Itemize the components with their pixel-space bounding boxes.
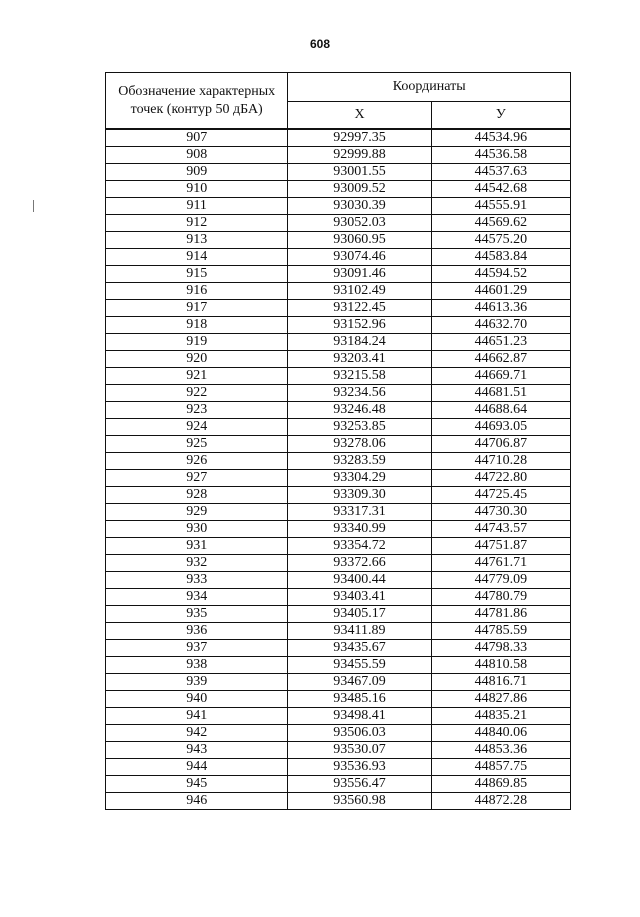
- table-row: [106, 419, 571, 436]
- point-id-cell: 908: [106, 147, 288, 164]
- point-id-cell: 939: [106, 674, 288, 691]
- point-id-cell: 940: [106, 691, 288, 708]
- table-row: [106, 198, 571, 215]
- table-row: [106, 640, 571, 657]
- table-row: [106, 215, 571, 232]
- point-id-cell: 931: [106, 538, 288, 555]
- y-coordinate-cell: 44542.68: [431, 181, 570, 198]
- y-coordinate-cell: 44761.71: [431, 555, 570, 572]
- table-row: [106, 674, 571, 691]
- x-coordinate-cell: 93536.93: [288, 759, 431, 776]
- point-id-cell: 921: [106, 368, 288, 385]
- x-coordinate-cell: 93030.39: [288, 198, 431, 215]
- table-row: [106, 147, 571, 164]
- y-coordinate-cell: 44613.36: [431, 300, 570, 317]
- table-row: [106, 317, 571, 334]
- y-coordinate-cell: 44835.21: [431, 708, 570, 725]
- table-row: [106, 129, 571, 147]
- table-row: [106, 521, 571, 538]
- coordinates-header: Координаты: [288, 73, 571, 102]
- y-coordinate-cell: 44869.85: [431, 776, 570, 793]
- y-coordinate-cell: 44840.06: [431, 725, 570, 742]
- y-coordinate-cell: 44798.33: [431, 640, 570, 657]
- point-id-cell: 927: [106, 470, 288, 487]
- table-row: [106, 334, 571, 351]
- point-id-cell: 925: [106, 436, 288, 453]
- point-id-cell: 941: [106, 708, 288, 725]
- x-coordinate-cell: 93203.41: [288, 351, 431, 368]
- table-row: [106, 759, 571, 776]
- table-row: [106, 232, 571, 249]
- table-row: [106, 691, 571, 708]
- table-row: [106, 742, 571, 759]
- x-coordinate-cell: 93354.72: [288, 538, 431, 555]
- point-id-cell: 920: [106, 351, 288, 368]
- x-coordinate-cell: 93455.59: [288, 657, 431, 674]
- table-body: [106, 129, 571, 810]
- y-coordinate-cell: 44536.58: [431, 147, 570, 164]
- y-coordinate-cell: 44779.09: [431, 572, 570, 589]
- x-coordinate-cell: 93152.96: [288, 317, 431, 334]
- table-row: [106, 657, 571, 674]
- point-id-cell: 930: [106, 521, 288, 538]
- point-id-cell: 913: [106, 232, 288, 249]
- point-designation-header: Обозначение характерных точек (контур 50 дБА): [106, 73, 288, 130]
- y-coordinate-cell: 44669.71: [431, 368, 570, 385]
- point-id-cell: 943: [106, 742, 288, 759]
- point-id-cell: 933: [106, 572, 288, 589]
- y-coordinate-cell: 44569.62: [431, 215, 570, 232]
- table-row: [106, 572, 571, 589]
- table-row: [106, 453, 571, 470]
- y-coordinate-cell: 44710.28: [431, 453, 570, 470]
- point-id-cell: 916: [106, 283, 288, 300]
- x-coordinate-cell: 93060.95: [288, 232, 431, 249]
- table-row: [106, 487, 571, 504]
- x-coordinate-cell: 92999.88: [288, 147, 431, 164]
- point-id-cell: 932: [106, 555, 288, 572]
- y-coordinate-cell: 44651.23: [431, 334, 570, 351]
- x-coordinate-cell: 93530.07: [288, 742, 431, 759]
- point-id-cell: 917: [106, 300, 288, 317]
- point-id-cell: 942: [106, 725, 288, 742]
- y-column-header: У: [431, 102, 570, 130]
- y-coordinate-cell: 44706.87: [431, 436, 570, 453]
- coordinates-table: [105, 72, 571, 810]
- y-coordinate-cell: 44601.29: [431, 283, 570, 300]
- point-id-cell: 918: [106, 317, 288, 334]
- y-coordinate-cell: 44810.58: [431, 657, 570, 674]
- table-row: [106, 589, 571, 606]
- x-coordinate-cell: 93506.03: [288, 725, 431, 742]
- page-number: 608: [309, 37, 331, 51]
- y-coordinate-cell: 44827.86: [431, 691, 570, 708]
- table-row: [106, 249, 571, 266]
- y-coordinate-cell: 44534.96: [431, 129, 570, 147]
- y-coordinate-cell: 44780.79: [431, 589, 570, 606]
- x-coordinate-cell: 93122.45: [288, 300, 431, 317]
- y-coordinate-cell: 44751.87: [431, 538, 570, 555]
- x-coordinate-cell: 93278.06: [288, 436, 431, 453]
- x-column-header: X: [288, 102, 431, 130]
- x-coordinate-cell: 93317.31: [288, 504, 431, 521]
- table-row: [106, 351, 571, 368]
- y-coordinate-cell: 44688.64: [431, 402, 570, 419]
- y-coordinate-cell: 44725.45: [431, 487, 570, 504]
- x-coordinate-cell: 93102.49: [288, 283, 431, 300]
- point-id-cell: 923: [106, 402, 288, 419]
- x-coordinate-cell: 93253.85: [288, 419, 431, 436]
- x-coordinate-cell: 93215.58: [288, 368, 431, 385]
- point-id-cell: 928: [106, 487, 288, 504]
- table-row: [106, 623, 571, 640]
- table-row: [106, 385, 571, 402]
- table-row: [106, 300, 571, 317]
- y-coordinate-cell: 44662.87: [431, 351, 570, 368]
- point-id-cell: 936: [106, 623, 288, 640]
- point-id-cell: 938: [106, 657, 288, 674]
- y-coordinate-cell: 44857.75: [431, 759, 570, 776]
- y-coordinate-cell: 44730.30: [431, 504, 570, 521]
- table-row: [106, 283, 571, 300]
- table-row: [106, 266, 571, 283]
- table-row: [106, 164, 571, 181]
- point-id-cell: 907: [106, 129, 288, 147]
- point-id-cell: 946: [106, 793, 288, 810]
- x-coordinate-cell: 93467.09: [288, 674, 431, 691]
- y-coordinate-cell: 44594.52: [431, 266, 570, 283]
- x-coordinate-cell: 93400.44: [288, 572, 431, 589]
- x-coordinate-cell: 93435.67: [288, 640, 431, 657]
- y-coordinate-cell: 44816.71: [431, 674, 570, 691]
- x-coordinate-cell: 93091.46: [288, 266, 431, 283]
- point-id-cell: 919: [106, 334, 288, 351]
- y-coordinate-cell: 44743.57: [431, 521, 570, 538]
- point-id-cell: 924: [106, 419, 288, 436]
- point-id-cell: 912: [106, 215, 288, 232]
- point-id-cell: 937: [106, 640, 288, 657]
- table-row: [106, 606, 571, 623]
- point-id-cell: 910: [106, 181, 288, 198]
- point-id-cell: 945: [106, 776, 288, 793]
- scan-artifact: [33, 200, 34, 212]
- x-coordinate-cell: 93560.98: [288, 793, 431, 810]
- x-coordinate-cell: 93074.46: [288, 249, 431, 266]
- point-id-cell: 934: [106, 589, 288, 606]
- x-coordinate-cell: 93246.48: [288, 402, 431, 419]
- point-id-cell: 935: [106, 606, 288, 623]
- x-coordinate-cell: 93009.52: [288, 181, 431, 198]
- table-row: [106, 793, 571, 810]
- table-row: [106, 725, 571, 742]
- table-row: [106, 402, 571, 419]
- x-coordinate-cell: 93340.99: [288, 521, 431, 538]
- x-coordinate-cell: 93304.29: [288, 470, 431, 487]
- table-row: [106, 470, 571, 487]
- table-row: [106, 504, 571, 521]
- x-coordinate-cell: 93485.16: [288, 691, 431, 708]
- point-id-cell: 915: [106, 266, 288, 283]
- y-coordinate-cell: 44681.51: [431, 385, 570, 402]
- point-id-cell: 922: [106, 385, 288, 402]
- table-row: [106, 708, 571, 725]
- x-coordinate-cell: 93234.56: [288, 385, 431, 402]
- table-row: [106, 538, 571, 555]
- point-id-cell: 929: [106, 504, 288, 521]
- point-id-cell: 911: [106, 198, 288, 215]
- y-coordinate-cell: 44853.36: [431, 742, 570, 759]
- y-coordinate-cell: 44632.70: [431, 317, 570, 334]
- x-coordinate-cell: 92997.35: [288, 129, 431, 147]
- table-row: [106, 555, 571, 572]
- point-id-cell: 944: [106, 759, 288, 776]
- x-coordinate-cell: 93411.89: [288, 623, 431, 640]
- x-coordinate-cell: 93283.59: [288, 453, 431, 470]
- table-row: [106, 776, 571, 793]
- x-coordinate-cell: 93556.47: [288, 776, 431, 793]
- point-id-cell: 909: [106, 164, 288, 181]
- point-id-cell: 926: [106, 453, 288, 470]
- x-coordinate-cell: 93372.66: [288, 555, 431, 572]
- table-row: [106, 181, 571, 198]
- x-coordinate-cell: 93405.17: [288, 606, 431, 623]
- y-coordinate-cell: 44583.84: [431, 249, 570, 266]
- table-row: [106, 436, 571, 453]
- x-coordinate-cell: 93001.55: [288, 164, 431, 181]
- x-coordinate-cell: 93309.30: [288, 487, 431, 504]
- y-coordinate-cell: 44785.59: [431, 623, 570, 640]
- table-row: [106, 368, 571, 385]
- y-coordinate-cell: 44537.63: [431, 164, 570, 181]
- x-coordinate-cell: 93403.41: [288, 589, 431, 606]
- y-coordinate-cell: 44722.80: [431, 470, 570, 487]
- x-coordinate-cell: 93052.03: [288, 215, 431, 232]
- point-id-cell: 914: [106, 249, 288, 266]
- x-coordinate-cell: 93184.24: [288, 334, 431, 351]
- y-coordinate-cell: 44575.20: [431, 232, 570, 249]
- y-coordinate-cell: 44781.86: [431, 606, 570, 623]
- y-coordinate-cell: 44693.05: [431, 419, 570, 436]
- y-coordinate-cell: 44555.91: [431, 198, 570, 215]
- y-coordinate-cell: 44872.28: [431, 793, 570, 810]
- x-coordinate-cell: 93498.41: [288, 708, 431, 725]
